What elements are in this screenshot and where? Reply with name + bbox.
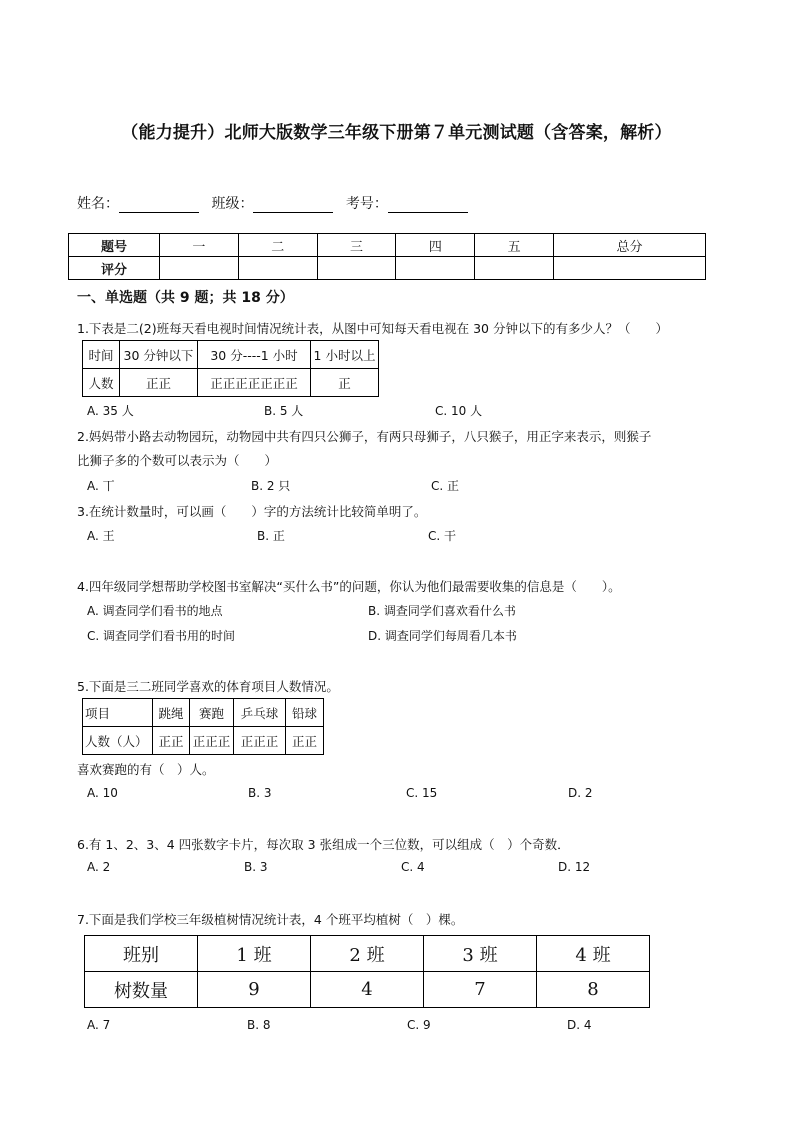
q5-option-b[interactable]: B. 3 bbox=[248, 786, 272, 800]
table-row bbox=[83, 369, 379, 397]
table-cell: 跳绳 bbox=[153, 699, 190, 727]
table-cell: 赛跑 bbox=[190, 699, 234, 727]
name-blank[interactable] bbox=[119, 198, 199, 213]
score-blank[interactable] bbox=[317, 257, 396, 280]
table-cell: 铅球 bbox=[286, 699, 324, 727]
score-value-row bbox=[69, 257, 706, 280]
score-blank[interactable] bbox=[396, 257, 475, 280]
table-cell: 项目 bbox=[83, 699, 153, 727]
table-cell: 1 小时以上 bbox=[311, 341, 379, 369]
score-blank[interactable] bbox=[475, 257, 554, 280]
table-row bbox=[83, 341, 379, 369]
section-heading: 一、单选题（共 9 题；共 18 分） bbox=[77, 290, 294, 306]
question-4: 4.四年级同学想帮助学校图书室解决“买什么书”的问题，你认为他们最需要收集的信息是（ ）。 bbox=[77, 579, 621, 594]
q2-option-a[interactable]: A. 丅 bbox=[87, 479, 115, 493]
q5-option-a[interactable]: A. 10 bbox=[87, 786, 118, 800]
score-cell: 五 bbox=[475, 234, 554, 257]
score-row-label: 评分 bbox=[69, 257, 160, 280]
table-row bbox=[85, 972, 650, 1008]
question-5: 5.下面是三二班同学喜欢的体育项目人数情况。 bbox=[77, 679, 339, 694]
q7-option-a[interactable]: A. 7 bbox=[87, 1018, 111, 1032]
table-cell: 正正 bbox=[153, 727, 190, 755]
q6-option-b[interactable]: B. 3 bbox=[244, 860, 268, 874]
q7-table bbox=[84, 935, 650, 1008]
q2-option-b[interactable]: B. 2 只 bbox=[251, 479, 291, 493]
table-cell: 8 bbox=[537, 972, 650, 1008]
table-cell: 正 bbox=[311, 369, 379, 397]
table-cell: 9 bbox=[198, 972, 311, 1008]
table-cell: 正正正 bbox=[234, 727, 286, 755]
table-cell: 4 bbox=[311, 972, 424, 1008]
q4-option-d[interactable]: D. 调查同学们每周看几本书 bbox=[368, 629, 517, 643]
q3-option-a[interactable]: A. 王 bbox=[87, 529, 115, 543]
name-label: 姓名： bbox=[77, 196, 119, 212]
q7-option-d[interactable]: D. 4 bbox=[567, 1018, 592, 1032]
score-header-row bbox=[69, 234, 706, 257]
score-cell: 三 bbox=[317, 234, 396, 257]
table-cell: 3 班 bbox=[424, 936, 537, 972]
q3-option-c[interactable]: C. 干 bbox=[428, 529, 457, 543]
score-table bbox=[68, 233, 706, 280]
table-cell: 正正 bbox=[286, 727, 324, 755]
table-cell: 7 bbox=[424, 972, 537, 1008]
table-cell: 2 班 bbox=[311, 936, 424, 972]
q6-option-c[interactable]: C. 4 bbox=[401, 860, 425, 874]
student-info bbox=[77, 193, 476, 213]
q1-option-b[interactable]: B. 5 人 bbox=[264, 404, 304, 418]
class-blank[interactable] bbox=[253, 198, 333, 213]
q7-option-b[interactable]: B. 8 bbox=[247, 1018, 271, 1032]
table-cell: 班别 bbox=[85, 936, 198, 972]
exam-no-label: 考号： bbox=[345, 196, 388, 212]
page-title: （能力提升）北师大版数学三年级下册第７单元测试题（含答案，解析） bbox=[121, 123, 672, 143]
score-cell: 四 bbox=[396, 234, 475, 257]
q4-option-c[interactable]: C. 调查同学们看书用的时间 bbox=[87, 629, 236, 643]
question-2-line-1: 2.妈妈带小路去动物园玩，动物园中共有四只公狮子，有两只母狮子，八只猴子，用正字来表示，则猴子 bbox=[77, 429, 652, 444]
score-cell: 题号 bbox=[69, 234, 160, 257]
score-blank[interactable] bbox=[160, 257, 239, 280]
q2-option-c[interactable]: C. 正 bbox=[431, 479, 460, 493]
q6-option-d[interactable]: D. 12 bbox=[558, 860, 591, 874]
q5-option-c[interactable]: C. 15 bbox=[406, 786, 438, 800]
score-blank[interactable] bbox=[554, 257, 706, 280]
table-cell: 正正正正正正正 bbox=[198, 369, 311, 397]
question-6: 6.有 1、2、3、4 四张数字卡片，每次取 3 张组成一个三位数，可以组成（ ）个奇数． bbox=[77, 837, 570, 852]
q5-table bbox=[82, 698, 324, 755]
table-cell: 时间 bbox=[83, 341, 120, 369]
score-cell: 二 bbox=[238, 234, 317, 257]
table-cell: 树数量 bbox=[85, 972, 198, 1008]
table-cell: 人数 bbox=[83, 369, 120, 397]
table-cell: 人数（人） bbox=[83, 727, 153, 755]
q6-option-a[interactable]: A. 2 bbox=[87, 860, 111, 874]
q1-option-a[interactable]: A. 35 人 bbox=[87, 404, 134, 418]
q4-option-a[interactable]: A. 调查同学们看书的地点 bbox=[87, 604, 223, 618]
table-cell: 正正正 bbox=[190, 727, 234, 755]
table-cell: 4 班 bbox=[537, 936, 650, 972]
q5-option-d[interactable]: D. 2 bbox=[568, 786, 593, 800]
table-cell: 正正 bbox=[120, 369, 198, 397]
q3-option-b[interactable]: B. 正 bbox=[257, 529, 285, 543]
table-cell: 1 班 bbox=[198, 936, 311, 972]
table-cell: 30 分钟以下 bbox=[120, 341, 198, 369]
class-label: 班级： bbox=[211, 196, 254, 212]
table-cell: 30 分----1 小时 bbox=[198, 341, 311, 369]
question-3: 3.在统计数量时，可以画（ ）字的方法统计比较简单明了。 bbox=[77, 504, 427, 519]
question-1: 1.下表是二(2)班每天看电视时间情况统计表，从图中可知每天看电视在 30 分钟以下的有多少人？（ ） bbox=[77, 321, 668, 336]
q1-table bbox=[82, 340, 379, 397]
score-cell: 总分 bbox=[554, 234, 706, 257]
table-row bbox=[83, 727, 324, 755]
table-row bbox=[83, 699, 324, 727]
score-cell: 一 bbox=[160, 234, 239, 257]
table-row bbox=[85, 936, 650, 972]
q1-option-c[interactable]: C. 10 人 bbox=[435, 404, 483, 418]
q4-option-b[interactable]: B. 调查同学们喜欢看什么书 bbox=[368, 604, 516, 618]
question-5-prompt: 喜欢赛跑的有（ ）人。 bbox=[77, 762, 215, 777]
exam-no-blank[interactable] bbox=[388, 198, 468, 213]
question-2-line-2: 比狮子多的个数可以表示为（ ） bbox=[77, 453, 278, 468]
q7-option-c[interactable]: C. 9 bbox=[407, 1018, 431, 1032]
table-cell: 乒乓球 bbox=[234, 699, 286, 727]
question-7: 7.下面是我们学校三年级植树情况统计表，4 个班平均植树（ ）棵。 bbox=[77, 912, 464, 927]
score-blank[interactable] bbox=[238, 257, 317, 280]
